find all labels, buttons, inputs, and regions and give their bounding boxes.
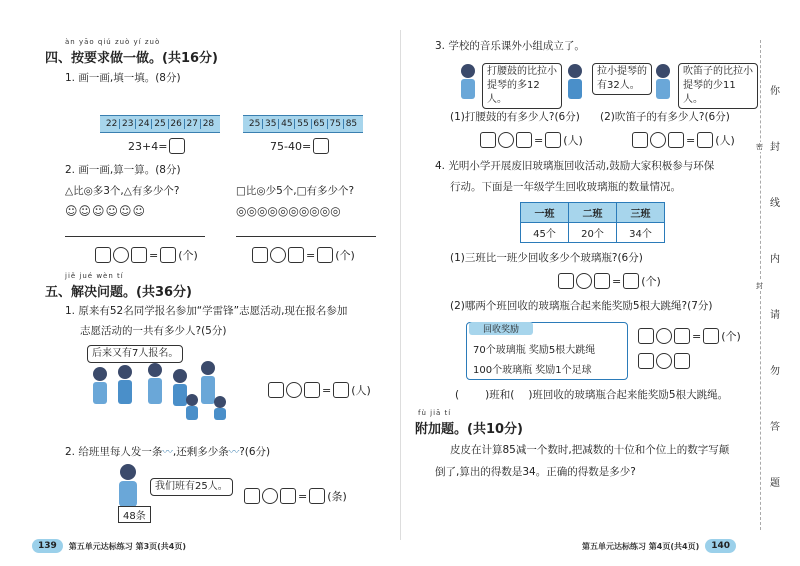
q3-text: 3. 学校的音乐课外小组成立了。	[435, 40, 585, 52]
unit-label: (条)	[327, 490, 347, 503]
bottle-count-table	[520, 202, 665, 243]
answer-box[interactable]	[252, 247, 268, 263]
eq2-row	[270, 138, 329, 154]
table-cell: 20个	[569, 223, 617, 243]
answer-box[interactable]	[160, 247, 176, 263]
margin-char: 内	[770, 254, 780, 265]
answer-box[interactable]	[623, 273, 639, 289]
answer-box[interactable]	[268, 382, 284, 398]
operator-circle[interactable]	[286, 382, 302, 398]
answer-box[interactable]	[95, 247, 111, 263]
q2b-equation: = (个)	[252, 247, 355, 263]
eq2-text: 75-40=	[270, 139, 312, 153]
ruler-tick-label: 35	[262, 119, 278, 129]
p1-speech-bubble: 后来又有7人报名。	[87, 345, 183, 363]
answer-box[interactable]	[280, 488, 296, 504]
answer-end: )班回收的玻璃瓶合起来能奖励5根大跳绳。	[528, 389, 729, 401]
answer-box[interactable]	[516, 132, 532, 148]
q2-text: 2. 画一画,算一算。(8分)	[65, 164, 181, 176]
q4-1-equation: = (个)	[558, 273, 661, 289]
section5-pinyin: jiě jué wèn tí	[65, 272, 124, 280]
answer-box[interactable]	[668, 132, 684, 148]
answer-box[interactable]	[313, 138, 329, 154]
violinist-illustration	[562, 62, 588, 102]
reward-line-2: 100个玻璃瓶 奖励1个足球	[473, 365, 592, 376]
table-header: 三班	[617, 203, 665, 223]
operator-circle[interactable]	[270, 247, 286, 263]
draw-line-2	[236, 236, 376, 237]
section4-pinyin: àn yāo qiú zuò yí zuò	[65, 38, 161, 46]
answer-box[interactable]	[131, 247, 147, 263]
margin-char: 你	[770, 86, 780, 97]
draw-line-1	[65, 236, 205, 237]
eq1-text: 23+4=	[128, 139, 168, 153]
q4-1-text: (1)三班比一班少回收多少个玻璃瓶?(6分)	[450, 252, 643, 264]
section4-title: 四、按要求做一做。(共16分)	[45, 51, 218, 66]
q2b-text: □比◎少5个,□有多少个?	[236, 185, 355, 197]
q2a-equation: = (个)	[95, 247, 198, 263]
flute-bubble: 吹笛子的比拉小提琴的少11人。	[678, 63, 758, 109]
table-header: 一班	[521, 203, 569, 223]
p2-text	[65, 442, 270, 462]
answer-box[interactable]	[304, 382, 320, 398]
reward-line-1: 70个玻璃瓶 奖励5根大跳绳	[473, 345, 596, 356]
ruler-tick-label: 25	[151, 119, 167, 129]
answer-box[interactable]	[674, 353, 690, 369]
jump-rope-icon: 〰	[228, 446, 240, 458]
answer-box[interactable]	[638, 353, 654, 369]
left-footer	[32, 539, 186, 553]
answer-box[interactable]	[244, 488, 260, 504]
table-cell: 45个	[521, 223, 569, 243]
unit-label: (人)	[563, 134, 583, 147]
section5-title: 五、解决问题。(共36分)	[45, 285, 192, 300]
p1-text-line1: 1. 原来有52名同学报名参加“学雷锋”志愿活动,现在报名参加	[65, 305, 348, 317]
ruler-tick-label: 45	[278, 119, 294, 129]
margin-char: 答	[770, 422, 780, 433]
extra-text-line1: 皮皮在计算85减一个数时,把减数的十位和个位上的数字写颠	[450, 444, 730, 456]
drum-bubble: 打腰鼓的比拉小提琴的多12人。	[482, 63, 562, 109]
answer-box[interactable]	[632, 132, 648, 148]
drummer-girl-illustration	[455, 62, 481, 102]
p2-speech-bubble: 我们班有25人。	[150, 478, 233, 496]
extra-title: 附加题。(共10分)	[415, 422, 523, 437]
q4-text-line1: 4. 光明小学开展废旧玻璃瓶回收活动,鼓励大家积极参与环保	[435, 160, 715, 172]
answer-box[interactable]	[674, 328, 690, 344]
jump-rope-icon: 〰	[162, 446, 173, 458]
p2-text-a: 2. 给班里每人发一条	[65, 446, 163, 458]
seal-mark: 封	[756, 282, 763, 290]
margin-char: 封	[770, 142, 780, 153]
number-ruler-2	[243, 115, 363, 133]
footer-text: 第五单元达标练习 第3页(共4页)	[68, 541, 187, 551]
violin-bubble: 拉小提琴的有32人。	[592, 63, 652, 95]
q3a-equation: = (人)	[480, 132, 583, 148]
q4-2-answer-sentence	[455, 385, 728, 405]
margin-char: 题	[770, 478, 780, 489]
right-footer	[582, 539, 736, 553]
reward-card-title: 回收奖励	[469, 322, 533, 335]
answer-mid: )班和(	[485, 389, 515, 401]
ruler-tick-label: 75	[327, 119, 343, 129]
page-number: 140	[705, 539, 736, 553]
answer-box[interactable]	[480, 132, 496, 148]
ruler-tick-label: 27	[184, 119, 200, 129]
ruler-tick-label: 25	[248, 119, 261, 129]
margin-char: 勿	[770, 366, 780, 377]
q4-text-line2: 行动。下面是一年级学生回收玻璃瓶的数量情况。	[450, 181, 681, 193]
extra-pinyin: fù jiā tí	[418, 409, 452, 417]
ruler-tick-label: 24	[135, 119, 151, 129]
answer-box[interactable]	[558, 273, 574, 289]
operator-circle[interactable]	[262, 488, 278, 504]
operator-circle[interactable]	[498, 132, 514, 148]
q4-2-text: (2)哪两个班回收的玻璃瓶合起来能奖励5根大跳绳?(7分)	[450, 300, 713, 312]
eq1-row	[128, 138, 185, 154]
p1-text-line2: 志愿活动的一共有多少人?(5分)	[80, 325, 227, 337]
p2-equation: = (条)	[244, 488, 347, 504]
margin-char: 请	[770, 310, 780, 321]
answer-box[interactable]	[333, 382, 349, 398]
ruler-tick-label: 85	[343, 119, 359, 129]
answer-box[interactable]	[317, 247, 333, 263]
smiley-faces: ☺☺☺☺☺☺	[65, 204, 147, 218]
q4-2-equation-2	[638, 353, 690, 369]
q3a-text: (1)打腰鼓的有多少人?(6分)	[450, 111, 580, 123]
page-number: 139	[32, 539, 63, 553]
operator-circle[interactable]	[650, 132, 666, 148]
q3b-equation: = (人)	[632, 132, 735, 148]
seal-mark: 密	[756, 143, 763, 151]
ruler-tick-label: 22	[105, 119, 118, 129]
q2a-text: △比◎多3个,△有多少个?	[65, 185, 180, 197]
ruler-tick-label: 65	[311, 119, 327, 129]
operator-circle[interactable]	[656, 353, 672, 369]
ruler-tick-label: 55	[294, 119, 310, 129]
ring-circles: ◎◎◎◎◎◎◎◎◎◎	[236, 204, 341, 218]
ruler-tick-label: 28	[200, 119, 216, 129]
extra-text-line2: 倒了,算出的得数是34。正确的得数是多少?	[435, 466, 636, 478]
p1-equation: = (人)	[268, 382, 371, 398]
operator-circle[interactable]	[576, 273, 592, 289]
q4-2-equation-1: = (个)	[638, 328, 741, 344]
answer-open: (	[455, 389, 460, 401]
ruler-tick-label: 23	[119, 119, 135, 129]
flutist-illustration	[650, 62, 676, 102]
reward-card	[466, 322, 628, 380]
unit-label: (个)	[641, 275, 661, 288]
q3b-text: (2)吹笛子的有多少人?(6分)	[600, 111, 730, 123]
answer-box[interactable]	[638, 328, 654, 344]
table-cell: 34个	[617, 223, 665, 243]
margin-char: 线	[770, 198, 780, 209]
answer-box[interactable]	[545, 132, 561, 148]
table-header: 二班	[569, 203, 617, 223]
answer-box[interactable]	[309, 488, 325, 504]
footer-text: 第五单元达标练习 第4页(共4页)	[582, 541, 700, 551]
answer-box[interactable]	[288, 247, 304, 263]
unit-label: (人)	[715, 134, 735, 147]
ruler-tick-label: 26	[168, 119, 184, 129]
answer-box[interactable]	[169, 138, 185, 154]
answer-box[interactable]	[594, 273, 610, 289]
p2-text-c: ?(6分)	[239, 446, 271, 458]
operator-circle[interactable]	[656, 328, 672, 344]
unit-label: (个)	[721, 330, 741, 343]
unit-label: (个)	[178, 249, 198, 262]
answer-box[interactable]	[697, 132, 713, 148]
page-divider	[400, 30, 401, 540]
children-group-illustration	[80, 360, 240, 422]
rope-count-label: 48条	[118, 506, 151, 523]
number-ruler-1	[100, 115, 220, 133]
answer-box[interactable]	[703, 328, 719, 344]
p2-text-b: ,还剩多少条	[172, 446, 229, 458]
q1-text: 1. 画一画,填一填。(8分)	[65, 72, 181, 84]
operator-circle[interactable]	[113, 247, 129, 263]
unit-label: (人)	[351, 384, 371, 397]
unit-label: (个)	[335, 249, 355, 262]
